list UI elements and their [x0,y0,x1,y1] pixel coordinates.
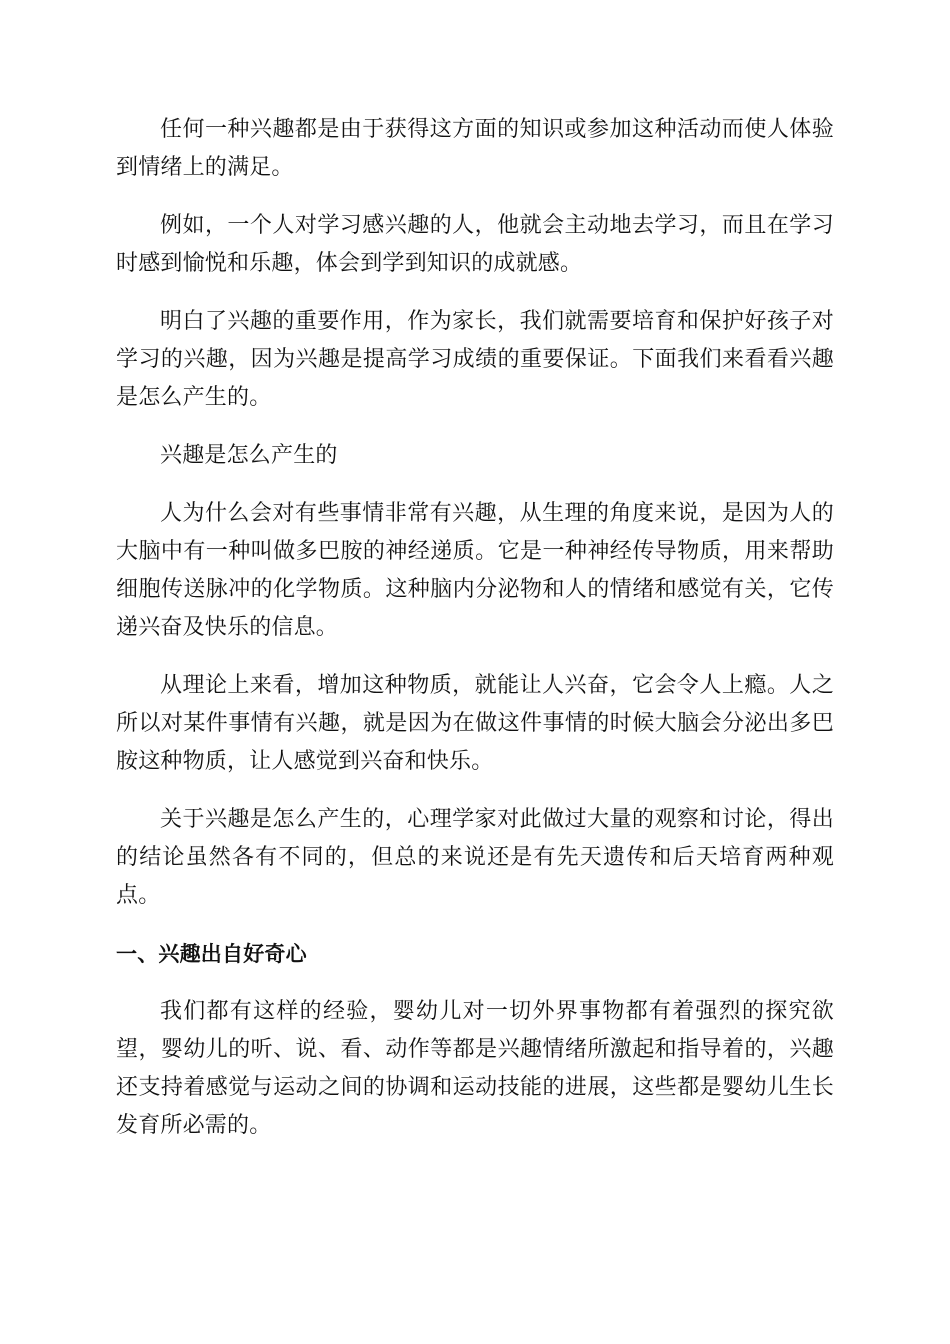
paragraph-1: 任何一种兴趣都是由于获得这方面的知识或参加这种活动而使人体验到情绪上的满足。 [116,117,834,180]
document-body [116,111,834,1165]
paragraph-7: 关于兴趣是怎么产生的，心理学家对此做过大量的观察和讨论，得出的结论虽然各有不同的，但总的来说还是有先天遗传和后天培育两种观点。 [116,807,834,908]
paragraph-6: 从理论上来看，增加这种物质，就能让人兴奋，它会令人上瘾。人之所以对某件事情有兴趣，就是因为在做这件事情的时候大脑会分泌出多巴胺这种物质，让人感觉到兴奋和快乐。 [116,673,834,774]
paragraph-after-heading: 我们都有这样的经验，婴幼儿对一切外界事物都有着强烈的探究欲望，婴幼儿的听、说、看、动作等都是兴趣情绪所激起和指导着的，兴趣还支持着感觉与运动之间的协调和运动技能的进展，这些都是婴幼儿生长发育所必需的。 [116,999,834,1138]
section-heading: 一、兴趣出自好奇心 [116,942,307,966]
subtitle-paragraph: 兴趣是怎么产生的 [160,443,338,468]
paragraph-3: 明白了兴趣的重要作用，作为家长，我们就需要培育和保护好孩子对学习的兴趣，因为兴趣是提高学习成绩的重要保证。下面我们来看看兴趣是怎么产生的。 [116,309,834,410]
paragraph-5: 人为什么会对有些事情非常有兴趣，从生理的角度来说，是因为人的大脑中有一种叫做多巴胺的神经递质。它是一种神经传导物质，用来帮助细胞传送脉冲的化学物质。这种脑内分泌物和人的情绪和感觉有关，它传递兴奋及快乐的信息。 [116,501,834,640]
paragraph-2: 例如，一个人对学习感兴趣的人，他就会主动地去学习，而且在学习时感到愉悦和乐趣，体会到学到知识的成就感。 [116,213,834,276]
